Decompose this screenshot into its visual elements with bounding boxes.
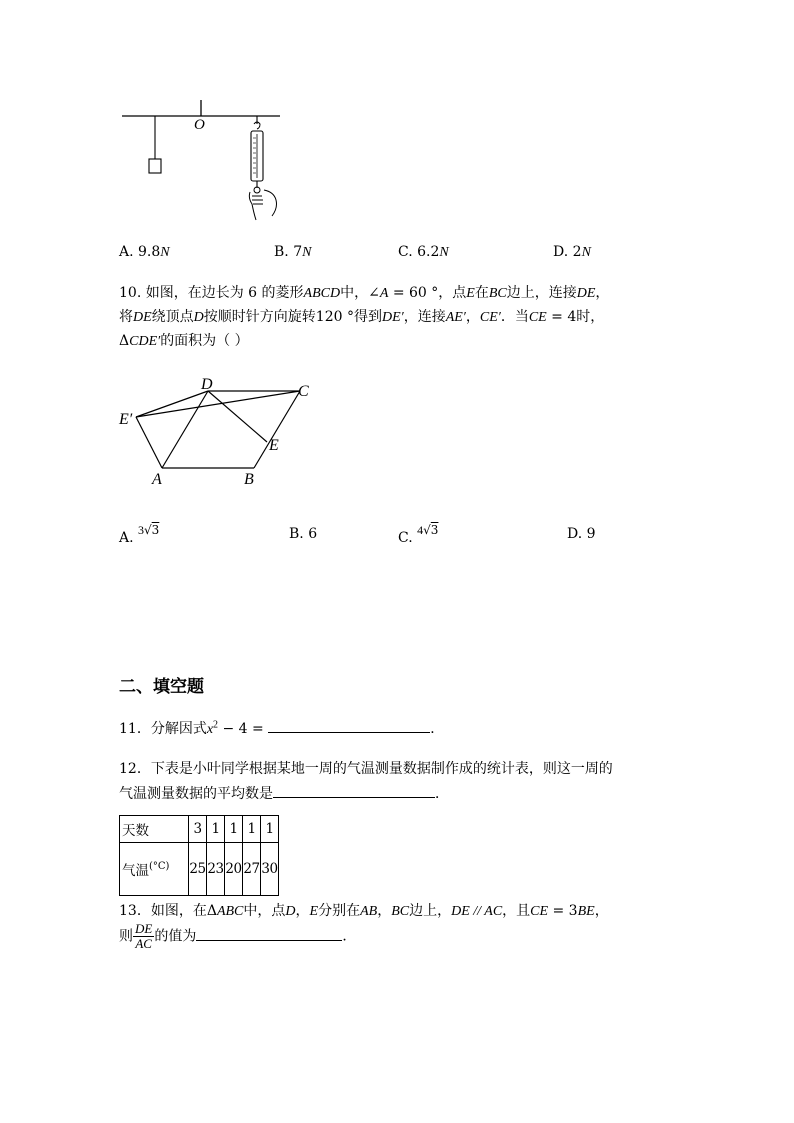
label-d: D [201, 376, 213, 393]
label-c: C [298, 383, 309, 400]
pivot-label: O [194, 117, 205, 133]
table-cell: 1 [243, 816, 261, 843]
q12-line-1: 12．下表是小叶同学根据某地一周的气温测量数据制作成的统计表，则这一周的 [119, 761, 613, 777]
q10-option-b[interactable]: B. 6 [289, 526, 318, 542]
q9-option-b[interactable]: B. 7N [274, 244, 312, 260]
q12-answer-blank[interactable] [273, 797, 435, 798]
table-cell: 25 [189, 843, 207, 896]
q13-line-2: 则 $\frac{DE}{AC}$ 的值为 ． [119, 921, 357, 951]
sqrt-symbol: √3 [144, 523, 160, 537]
table-cell: 30 [261, 843, 279, 896]
section-heading: 二、填空题 [119, 677, 204, 697]
table-header-temperature: 气温$^{(^\circ C)}$ [120, 843, 189, 896]
q9-option-d[interactable]: D. 2N [553, 244, 591, 260]
question-11: 11．分解因式$x^2 - 4$ = ． [119, 719, 445, 737]
lever-figure [118, 96, 288, 222]
q10-option-a[interactable]: A. 3√3 [119, 523, 160, 546]
table-cell: 20 [225, 843, 243, 896]
label-e: E [269, 437, 279, 454]
fraction: $\frac{DE}{AC}$ [135, 921, 153, 951]
q10-option-c[interactable]: C. 4√3 [398, 523, 439, 546]
q12-line-2: 气温测量数据的平均数是 ． [119, 786, 449, 802]
q13-line-1: 13．如图，在ΔABC中，点D，E分别在AB，BC边上，DE // AC，且CE = 3BE， [119, 903, 609, 919]
table-cell: 1 [207, 816, 225, 843]
label-e-prime: E′ [119, 411, 133, 428]
table-row [120, 843, 279, 896]
q9-option-a[interactable]: A. 9.8N [119, 244, 170, 260]
table-cell: 1 [261, 816, 279, 843]
rhombus-figure [114, 372, 324, 492]
label-a: A [152, 471, 162, 488]
temperature-table [119, 815, 279, 896]
q10-line-3: ΔCDE′的面积为（ ） [119, 333, 249, 349]
table-header-days: 天数 [120, 816, 189, 843]
table-cell: 1 [225, 816, 243, 843]
q11-answer-blank[interactable] [268, 732, 430, 733]
table-cell: 27 [243, 843, 261, 896]
q10-line-1: 10. 如图，在边长为 6 的菱形ABCD中，∠A = 60 °，点E在BC边上，连接DE， [119, 285, 610, 301]
label-b: B [244, 471, 254, 488]
q10-option-d[interactable]: D. 9 [567, 526, 596, 542]
table-cell: 3 [189, 816, 207, 843]
q10-line-2: 将DE绕顶点D按顺时针方向旋转120 °得到DE′，连接AE′，CE′．当CE = 4时， [119, 309, 605, 325]
q9-option-c[interactable]: C. 6.2N [398, 244, 449, 260]
q13-answer-blank[interactable] [196, 940, 342, 941]
table-cell: 23 [207, 843, 225, 896]
table-row [120, 816, 279, 843]
sqrt-symbol: √3 [423, 523, 439, 537]
